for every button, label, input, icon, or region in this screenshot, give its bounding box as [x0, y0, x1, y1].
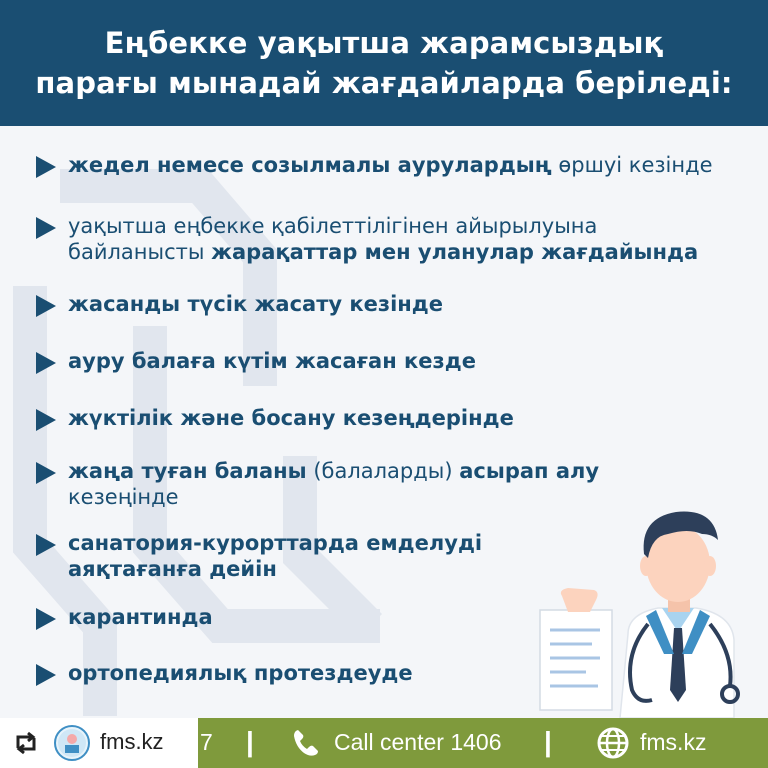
- avatar[interactable]: [54, 725, 90, 761]
- footer-contact-bar: [198, 718, 768, 768]
- triangle-bullet-icon: [36, 534, 56, 556]
- list-item-text: санатория-курорттарда емделуді аяқтағанға дейін: [68, 531, 483, 581]
- repost-icon[interactable]: [12, 730, 40, 756]
- separator: |: [246, 726, 254, 757]
- website-link[interactable]: fms.kz: [640, 729, 707, 755]
- triangle-bullet-icon: [36, 295, 56, 317]
- list-item: [36, 152, 736, 178]
- header-title-line-2: парағы мынадай жағдайларда беріледі:: [35, 66, 733, 100]
- list-item: [36, 405, 736, 431]
- list-item-text: жаңа туған баланы (балаларды) асырап алу кезеңінде: [68, 459, 600, 509]
- doctor-illustration: [528, 504, 758, 718]
- list-item: [36, 348, 736, 374]
- list-item: [36, 458, 636, 510]
- separator: |: [544, 726, 552, 757]
- list-item: [36, 213, 736, 265]
- page-header: [0, 0, 768, 126]
- list-item-text: жасанды түсік жасату кезінде: [68, 292, 443, 316]
- triangle-bullet-icon: [36, 664, 56, 686]
- avatar-logo-icon: [56, 727, 88, 759]
- account-handle[interactable]: fms.kz: [100, 729, 164, 754]
- triangle-bullet-icon: [36, 156, 56, 178]
- triangle-bullet-icon: [36, 462, 56, 484]
- list-item-text: жедел немесе созылмалы аурулардың өршуі кезінде: [68, 153, 713, 177]
- triangle-bullet-icon: [36, 217, 56, 239]
- triangle-bullet-icon: [36, 608, 56, 630]
- list-item: [36, 291, 736, 317]
- list-item-text: уақытша еңбекке қабілеттілігінен айырылуына байланысты жарақаттар мен уланулар жағдайында: [68, 214, 699, 264]
- footer-bar: [0, 718, 768, 768]
- triangle-bullet-icon: [36, 409, 56, 431]
- triangle-bullet-icon: [36, 352, 56, 374]
- list-item-text: карантинда: [68, 605, 213, 629]
- call-center-text[interactable]: Call center 1406: [334, 729, 502, 755]
- list-item-text: ауру балаға күтім жасаған кезде: [68, 349, 476, 373]
- phone-icon: [290, 727, 322, 759]
- list-item: [36, 530, 516, 582]
- document-illustration: [540, 610, 612, 710]
- partial-number-text: 7: [200, 729, 213, 755]
- list-item-text: жүктілік және босану кезеңдерінде: [68, 406, 514, 430]
- header-title-line-1: Еңбекке уақытша жарамсыздық: [104, 26, 664, 60]
- list-item-text: ортопедиялық протездеуде: [68, 661, 413, 685]
- globe-icon: [596, 726, 630, 760]
